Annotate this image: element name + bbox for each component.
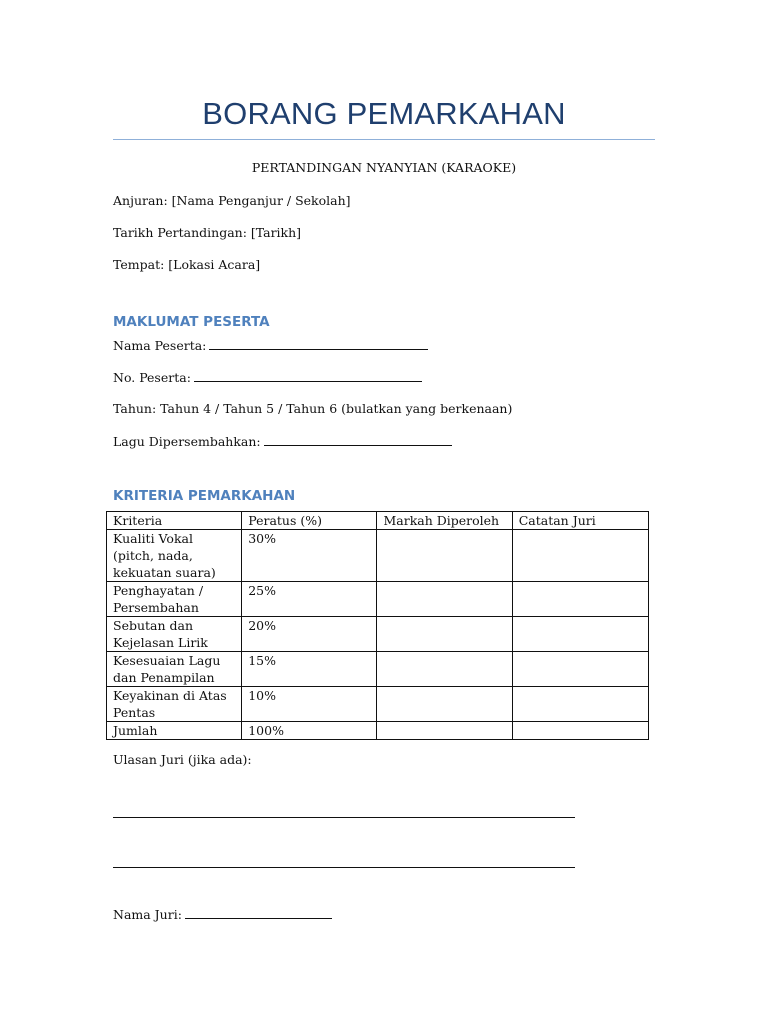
subtitle: PERTANDINGAN NYANYIAN (KARAOKE): [251, 160, 517, 175]
criteria-name: Sebutan dan Kejelasan Lirik: [107, 617, 242, 652]
header-markah: Markah Diperoleh: [377, 512, 512, 530]
total-marks-cell[interactable]: [377, 722, 512, 740]
marks-cell[interactable]: [377, 617, 512, 652]
title-divider: [113, 139, 655, 140]
song-field[interactable]: [264, 433, 452, 446]
marks-cell[interactable]: [377, 687, 512, 722]
notes-cell[interactable]: [512, 617, 648, 652]
notes-cell[interactable]: [512, 530, 648, 582]
criteria-percent: 25%: [242, 582, 377, 617]
participant-heading: MAKLUMAT PESERTA: [113, 314, 270, 330]
participant-number-label: No. Peserta:: [113, 370, 191, 385]
table-row: [107, 582, 649, 617]
table-header-row: [107, 512, 649, 530]
participant-number-field[interactable]: [194, 369, 422, 382]
page-title: BORANG PEMARKAHAN: [202, 96, 566, 131]
total-notes-cell[interactable]: [512, 722, 648, 740]
criteria-percent: 30%: [242, 530, 377, 582]
marks-cell[interactable]: [377, 652, 512, 687]
judge-name-field[interactable]: [185, 906, 332, 919]
criteria-heading: KRITERIA PEMARKAHAN: [113, 488, 296, 504]
judge-name-line: [113, 906, 332, 922]
criteria-name: Kesesuaian Lagu dan Penampilan: [107, 652, 242, 687]
review-line-2[interactable]: [113, 867, 575, 868]
song-label: Lagu Dipersembahkan:: [113, 434, 261, 449]
participant-name-line: [113, 337, 428, 353]
table-row: [107, 530, 649, 582]
review-line-1[interactable]: [113, 817, 575, 818]
notes-cell[interactable]: [512, 687, 648, 722]
date-line: Tarikh Pertandingan: [Tarikh]: [113, 225, 302, 240]
table-row: [107, 652, 649, 687]
organizer-line: Anjuran: [Nama Penganjur / Sekolah]: [113, 193, 351, 208]
header-peratus: Peratus (%): [242, 512, 377, 530]
criteria-name: Keyakinan di Atas Pentas: [107, 687, 242, 722]
header-catatan: Catatan Juri: [512, 512, 648, 530]
header-kriteria: Kriteria: [107, 512, 242, 530]
table-total-row: [107, 722, 649, 740]
table-row: [107, 687, 649, 722]
total-label: Jumlah: [107, 722, 242, 740]
review-label: Ulasan Juri (jika ada):: [113, 752, 252, 767]
year-line: Tahun: Tahun 4 / Tahun 5 / Tahun 6 (bulatkan yang berkenaan): [113, 401, 513, 416]
total-percent: 100%: [242, 722, 377, 740]
criteria-name: Penghayatan / Persembahan: [107, 582, 242, 617]
marks-cell[interactable]: [377, 582, 512, 617]
criteria-percent: 10%: [242, 687, 377, 722]
criteria-percent: 15%: [242, 652, 377, 687]
participant-name-field[interactable]: [209, 337, 428, 350]
criteria-percent: 20%: [242, 617, 377, 652]
marks-cell[interactable]: [377, 530, 512, 582]
table-row: [107, 617, 649, 652]
criteria-table: [106, 511, 649, 740]
participant-name-label: Nama Peserta:: [113, 338, 207, 353]
notes-cell[interactable]: [512, 582, 648, 617]
criteria-name: Kualiti Vokal (pitch, nada, kekuatan suara): [107, 530, 242, 582]
judge-name-label: Nama Juri:: [113, 907, 182, 922]
venue-line: Tempat: [Lokasi Acara]: [113, 257, 261, 272]
song-line: [113, 433, 452, 449]
notes-cell[interactable]: [512, 652, 648, 687]
participant-number-line: [113, 369, 422, 385]
